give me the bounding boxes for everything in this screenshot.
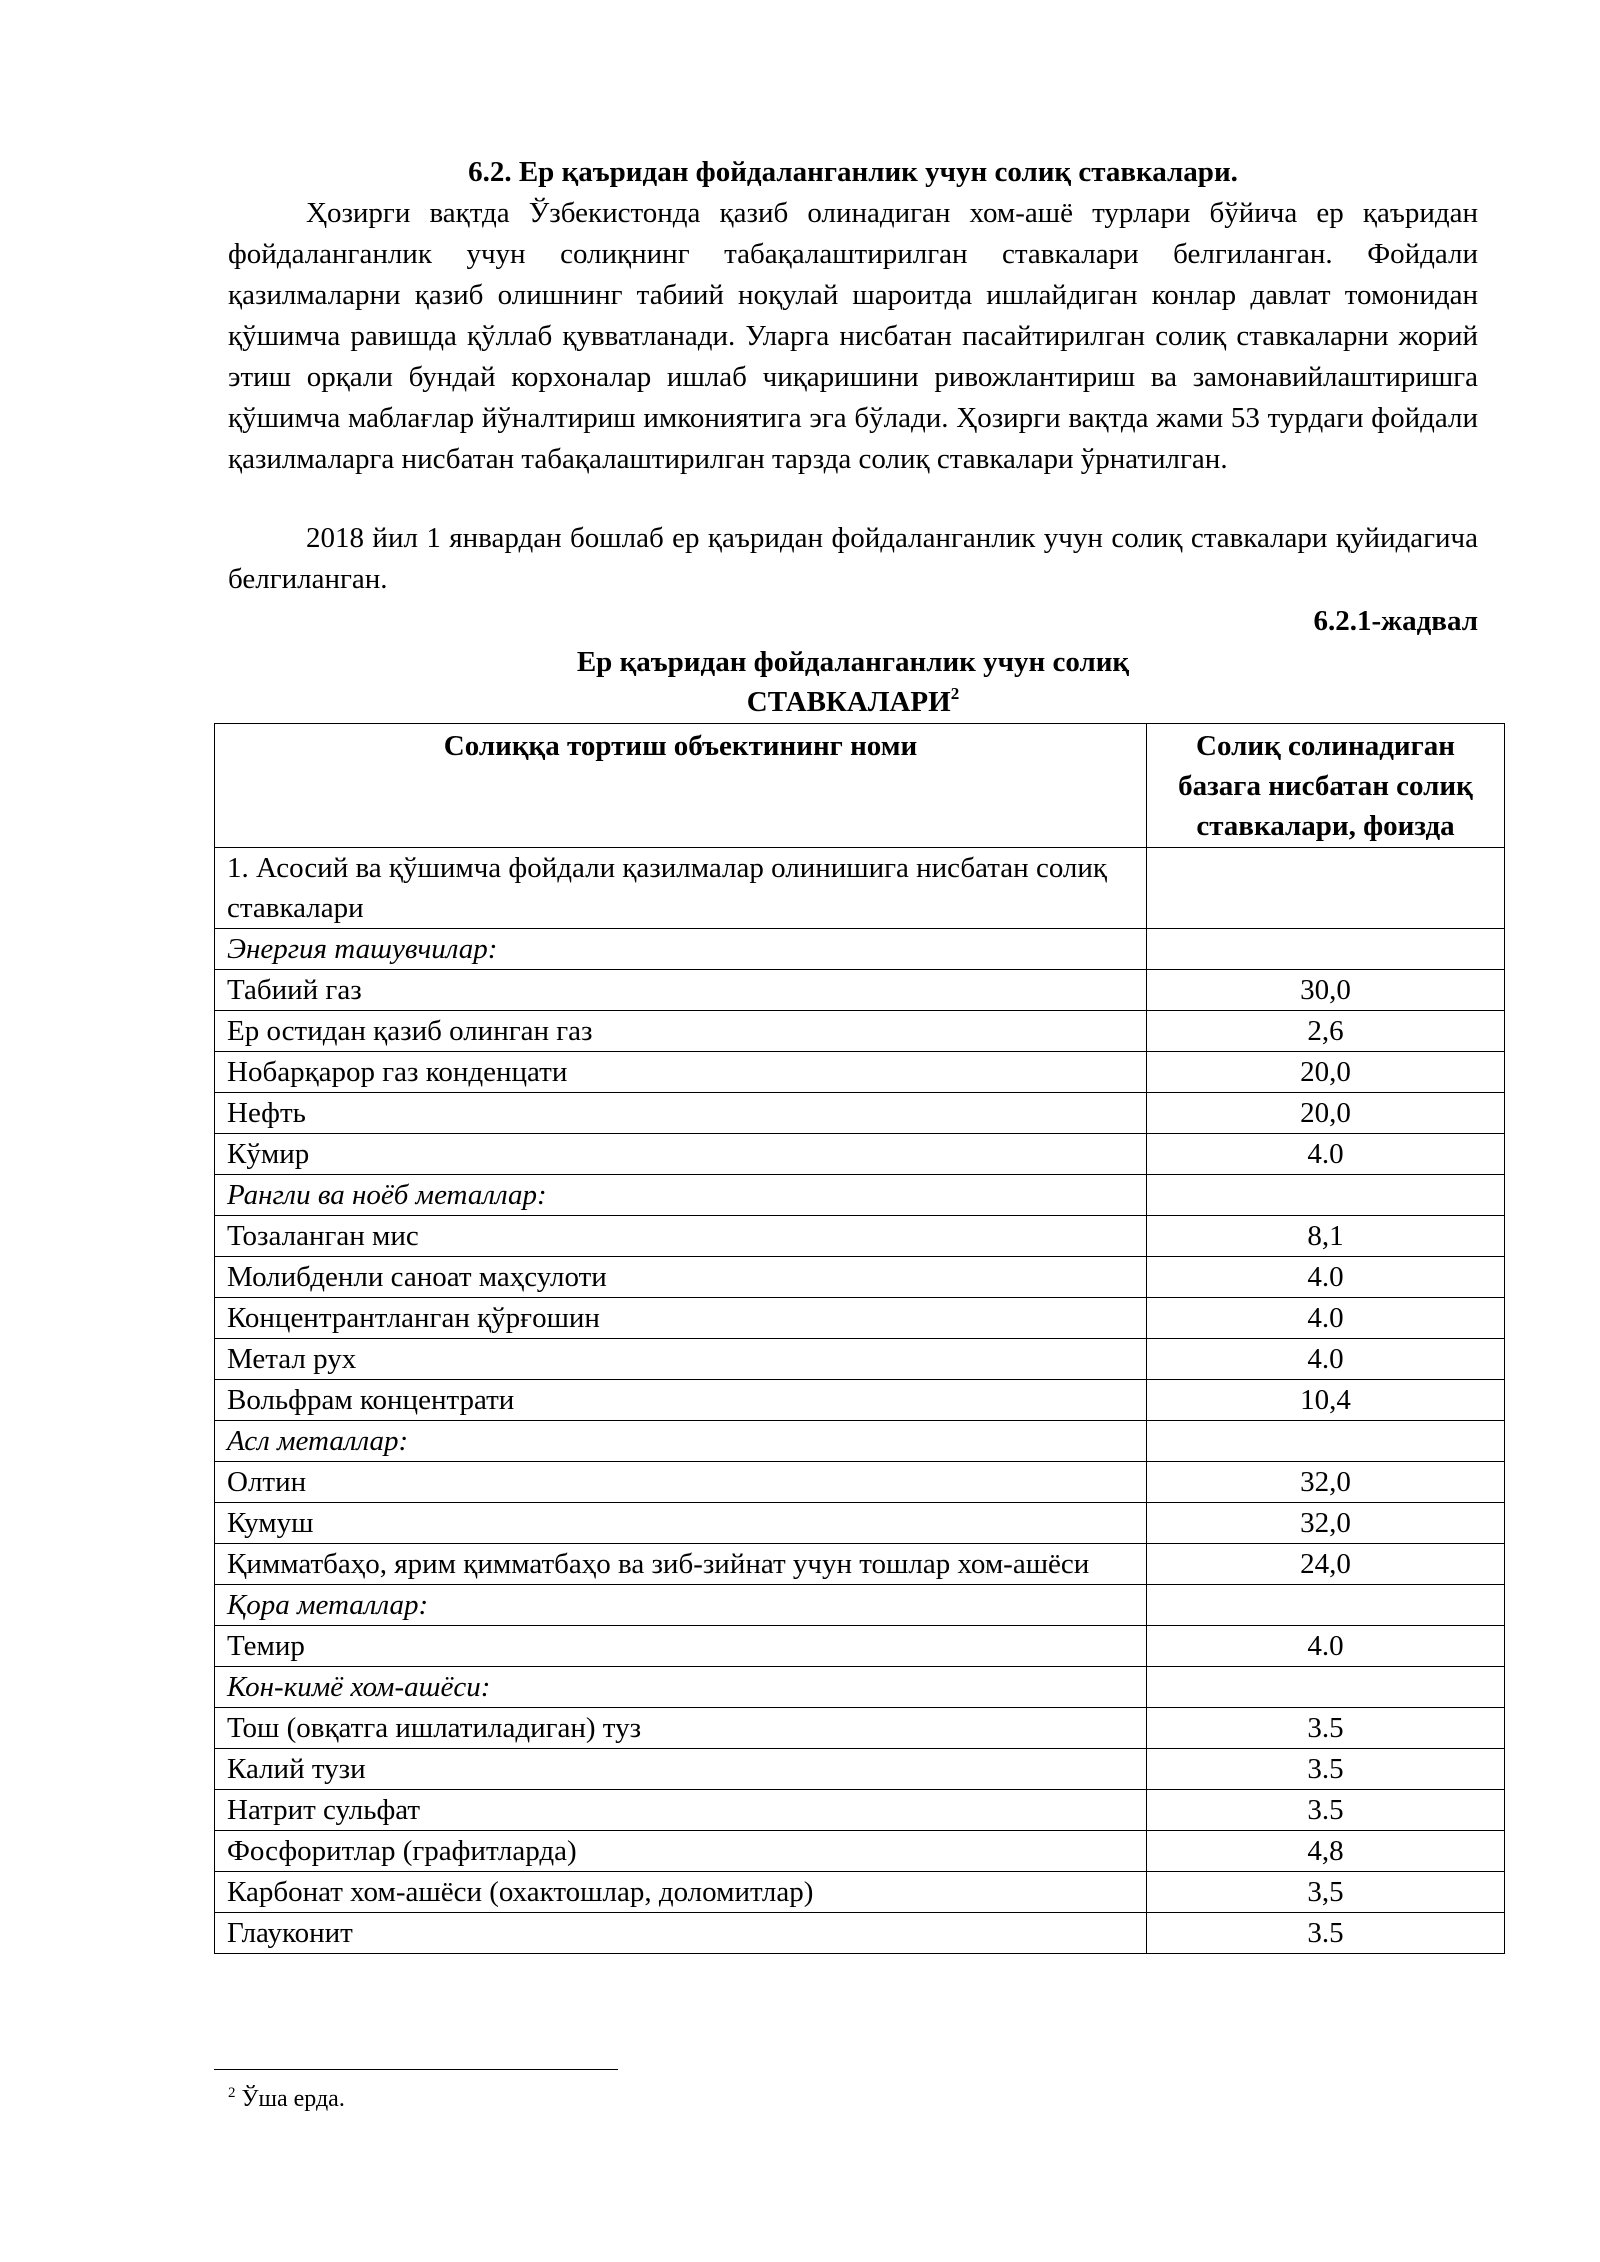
cell-object-name: Энергия ташувчилар: <box>215 929 1147 970</box>
cell-object-name: Кон-кимё хом-ашёси: <box>215 1667 1147 1708</box>
cell-object-name: Рангли ва ноёб металлар: <box>215 1175 1147 1216</box>
table-row <box>215 1380 1505 1421</box>
cell-object-name: Натрит сульфат <box>215 1790 1147 1831</box>
header-tax-rate: Солиқ солинадиган базага нисбатан солиқ ставкалари, фоизда <box>1147 724 1505 848</box>
table-category-row <box>215 1667 1505 1708</box>
table-body <box>215 848 1505 1954</box>
table-row <box>215 1257 1505 1298</box>
cell-object-name: Табиий газ <box>215 970 1147 1011</box>
tax-rates-table <box>214 723 1505 1954</box>
cell-object-name: Нобарқарор газ конденцати <box>215 1052 1147 1093</box>
table-caption-title: СТАВКАЛАРИ <box>746 686 951 718</box>
cell-object-name: Кумуш <box>215 1503 1147 1544</box>
table-category-row <box>215 1421 1505 1462</box>
cell-tax-rate <box>1147 1585 1505 1626</box>
body-paragraph-1: Ҳозирги вақтда Ўзбекистонда қазиб олинадиган хом-ашё турлари бўйича ер қаъридан фойдаланганлик учун солиқнинг табақалаштирилган ставкалари белгиланган. Фойдали қазилмаларни қазиб олишнинг табиий ноқулай шароитда ишлайдиган конлар давлат томонидан қўшимча равишда қўллаб қувватланади. Уларга нисбатан пасайтирилган солиқ ставкаларни жорий этиш орқали бундай корхоналар ишлаб чиқаришини ривожлантириш ва замонавийлаштиришга қўшимча маблағлар йўналтириш имкониятига эга бўлади. Ҳозирги вақтда жами 53 турдаги фойдали қазилмаларга нисбатан табақалаштирилган тарзда солиқ ставкалари ўрнатилган. <box>228 197 1478 475</box>
cell-tax-rate <box>1147 1175 1505 1216</box>
footnote-marker: 2 <box>228 2085 236 2101</box>
cell-object-name: Олтин <box>215 1462 1147 1503</box>
table-row <box>215 1093 1505 1134</box>
table-category-row <box>215 1175 1505 1216</box>
cell-tax-rate: 32,0 <box>1147 1503 1505 1544</box>
cell-tax-rate <box>1147 1421 1505 1462</box>
table-row <box>215 1503 1505 1544</box>
cell-object-name: Глауконит <box>215 1913 1147 1954</box>
table-row <box>215 1790 1505 1831</box>
table-header-row <box>215 724 1505 848</box>
footnote-text: Ўша ерда. <box>241 2086 345 2112</box>
cell-object-name: Фосфоритлар (графитларда) <box>215 1831 1147 1872</box>
table-row <box>215 1831 1505 1872</box>
cell-tax-rate: 10,4 <box>1147 1380 1505 1421</box>
cell-object-name: Концентрантланган қўрғошин <box>215 1298 1147 1339</box>
header-object-name: Солиққа тортиш объектининг номи <box>215 724 1147 848</box>
table-category-row <box>215 929 1505 970</box>
cell-tax-rate <box>1147 1667 1505 1708</box>
cell-object-name: Қора металлар: <box>215 1585 1147 1626</box>
cell-tax-rate: 3.5 <box>1147 1913 1505 1954</box>
cell-object-name: Қимматбаҳо, ярим қимматбаҳо ва зиб-зийнат учун тошлар хом-ашёси <box>215 1544 1147 1585</box>
cell-object-name: Метал рух <box>215 1339 1147 1380</box>
cell-tax-rate: 4.0 <box>1147 1339 1505 1380</box>
cell-object-name: Молибденли саноат маҳсулоти <box>215 1257 1147 1298</box>
cell-tax-rate: 30,0 <box>1147 970 1505 1011</box>
cell-tax-rate: 4.0 <box>1147 1134 1505 1175</box>
table-row <box>215 1339 1505 1380</box>
cell-tax-rate: 3.5 <box>1147 1749 1505 1790</box>
cell-object-name: Карбонат хом-ашёси (охактошлар, доломитлар) <box>215 1872 1147 1913</box>
cell-object-name: 1. Асосий ва қўшимча фойдали қазилмалар олинишига нисбатан солиқ ставкалари <box>215 848 1147 929</box>
table-caption-line-1: Ер қаъридан фойдаланганлик учун солиқ <box>576 646 1130 678</box>
section-heading: 6.2. Ер қаъридан фойдаланганлик учун солиқ ставкалари. <box>468 156 1238 188</box>
table-category-row <box>215 1585 1505 1626</box>
cell-tax-rate: 3.5 <box>1147 1790 1505 1831</box>
cell-tax-rate: 2,6 <box>1147 1011 1505 1052</box>
table-row <box>215 1298 1505 1339</box>
table-row <box>215 1544 1505 1585</box>
table-row <box>215 1052 1505 1093</box>
cell-object-name: Ер остидан қазиб олинган газ <box>215 1011 1147 1052</box>
cell-object-name: Тош (овқатга ишлатиладиган) туз <box>215 1708 1147 1749</box>
table-row <box>215 1626 1505 1667</box>
cell-object-name: Нефть <box>215 1093 1147 1134</box>
table-row <box>215 1462 1505 1503</box>
cell-tax-rate: 4.0 <box>1147 1298 1505 1339</box>
table-row <box>215 1708 1505 1749</box>
cell-object-name: Темир <box>215 1626 1147 1667</box>
body-paragraph-2: 2018 йил 1 январдан бошлаб ер қаъридан фойдаланганлик учун солиқ ставкалари қуйидагича белгиланган. <box>228 522 1478 595</box>
table-row <box>215 1872 1505 1913</box>
cell-tax-rate: 8,1 <box>1147 1216 1505 1257</box>
cell-tax-rate: 4,8 <box>1147 1831 1505 1872</box>
cell-tax-rate: 20,0 <box>1147 1052 1505 1093</box>
table-section-row <box>215 848 1505 929</box>
cell-tax-rate: 20,0 <box>1147 1093 1505 1134</box>
cell-tax-rate <box>1147 848 1505 929</box>
cell-tax-rate: 32,0 <box>1147 1462 1505 1503</box>
table-row <box>215 1913 1505 1954</box>
cell-object-name: Вольфрам концентрати <box>215 1380 1147 1421</box>
cell-tax-rate: 4.0 <box>1147 1626 1505 1667</box>
cell-object-name: Тозаланган мис <box>215 1216 1147 1257</box>
cell-tax-rate: 3.5 <box>1147 1708 1505 1749</box>
table-row <box>215 970 1505 1011</box>
cell-tax-rate: 4.0 <box>1147 1257 1505 1298</box>
footnote-separator <box>214 2069 618 2070</box>
table-row <box>215 1134 1505 1175</box>
table-number: 6.2.1-жадвал <box>1313 605 1478 637</box>
cell-tax-rate: 24,0 <box>1147 1544 1505 1585</box>
footnote <box>228 2082 345 2116</box>
table-row <box>215 1216 1505 1257</box>
cell-tax-rate: 3,5 <box>1147 1872 1505 1913</box>
table-row <box>215 1749 1505 1790</box>
table-caption-line-2 <box>228 682 1478 722</box>
cell-object-name: Кўмир <box>215 1134 1147 1175</box>
cell-object-name: Калий тузи <box>215 1749 1147 1790</box>
table-caption <box>228 642 1478 722</box>
cell-object-name: Асл металлар: <box>215 1421 1147 1462</box>
cell-tax-rate <box>1147 929 1505 970</box>
table-row <box>215 1011 1505 1052</box>
footnote-reference: 2 <box>950 684 960 703</box>
